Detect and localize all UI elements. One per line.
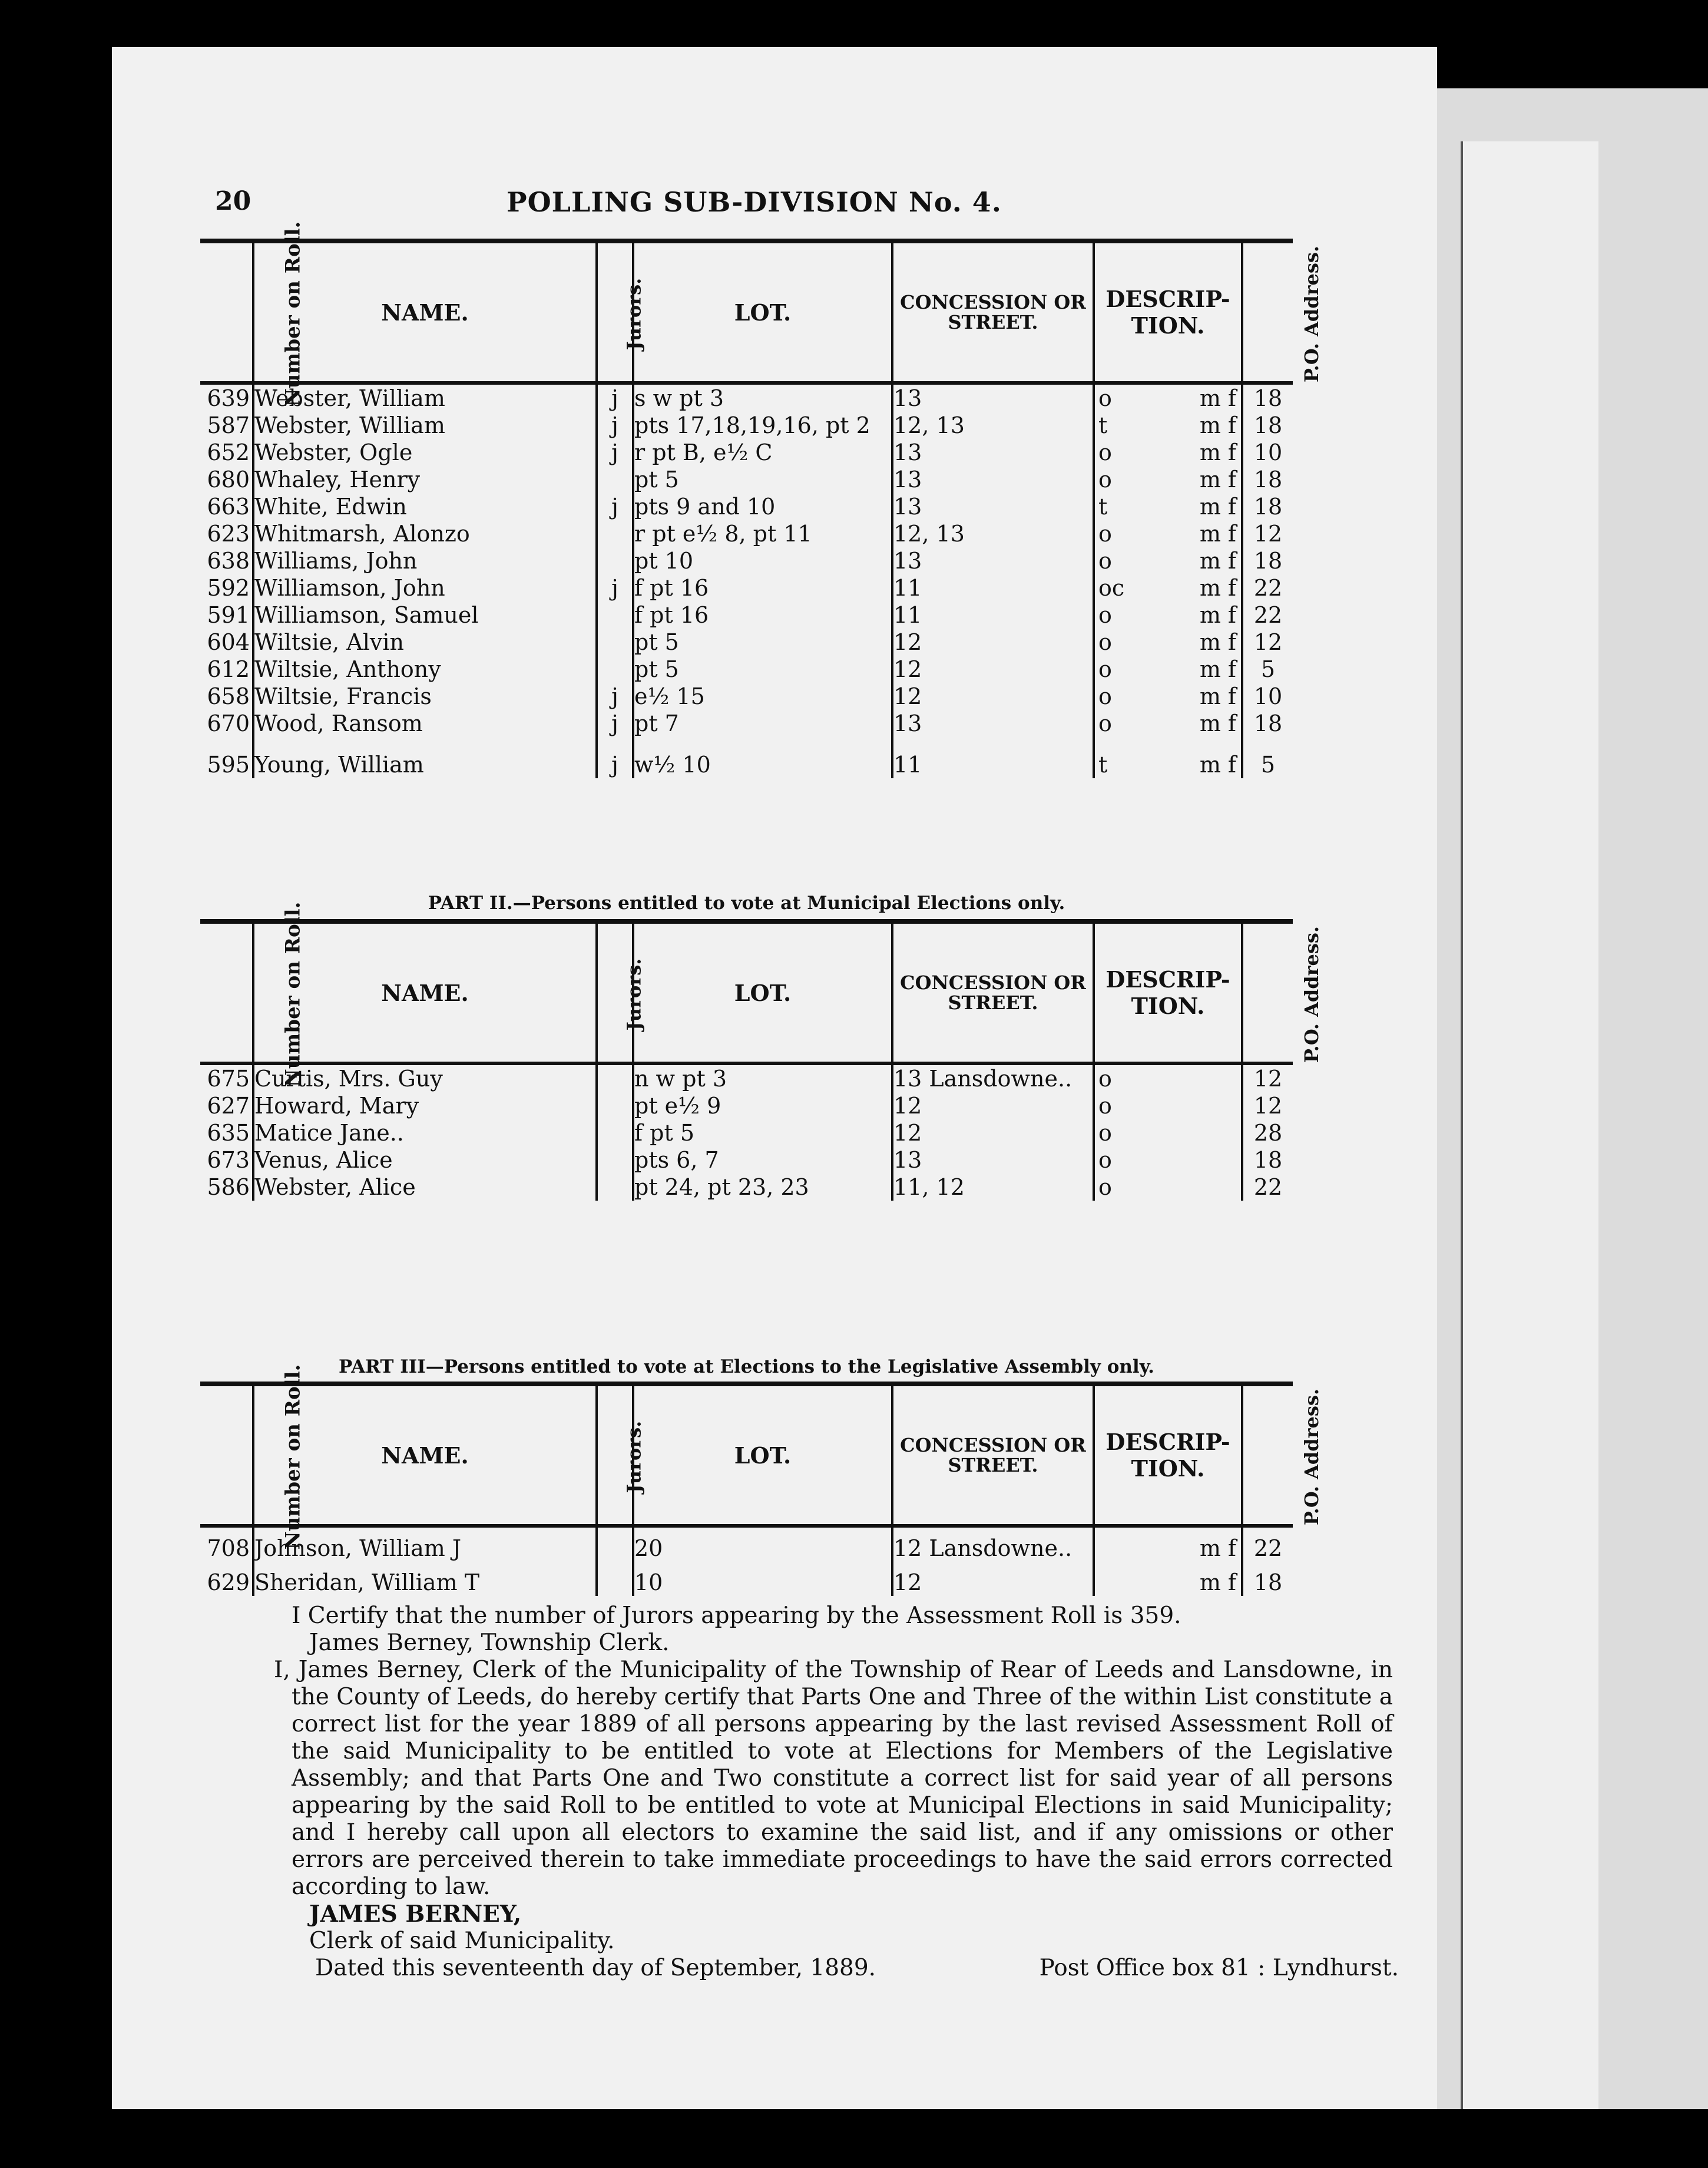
roll-number: 675 xyxy=(207,1066,250,1092)
po-address: 5 xyxy=(1242,737,1293,778)
voter-name: Wiltsie, Alvin xyxy=(253,629,597,656)
franchise-mark: m f xyxy=(1199,385,1236,411)
roll-number: 587 xyxy=(207,412,250,438)
concession: 11, 12 xyxy=(892,1174,1094,1201)
po-address: 18 xyxy=(1242,1562,1293,1596)
table-row xyxy=(200,1063,1293,1092)
table-row xyxy=(200,493,1293,520)
adjacent-page-edge xyxy=(1461,141,1598,2109)
description: o m f xyxy=(1094,466,1242,493)
juror-mark: j xyxy=(597,710,633,737)
roll-number: 627 xyxy=(207,1093,250,1119)
part1-table xyxy=(200,221,1323,778)
table-row xyxy=(200,656,1293,683)
voter-name: White, Edwin xyxy=(253,493,597,520)
voter-name: Webster, William xyxy=(253,383,597,412)
lot: pt 5 xyxy=(633,656,892,683)
concession: 12 xyxy=(892,656,1094,683)
part1-rows xyxy=(200,383,1293,778)
page-header xyxy=(112,181,1437,234)
franchise-mark: m f xyxy=(1199,494,1236,520)
table-row xyxy=(200,1174,1293,1201)
concession: 12 xyxy=(892,1092,1094,1119)
clerk-signature-name: JAMES BERNEY, xyxy=(309,1901,522,1928)
table-row xyxy=(200,629,1293,656)
po-address: 12 xyxy=(1242,520,1293,547)
voter-name: Young, William xyxy=(253,737,597,778)
post-office-line: Post Office box 81 : Lyndhurst. xyxy=(1039,1955,1399,1981)
roll-number: 629 xyxy=(207,1569,250,1595)
franchise-mark: m f xyxy=(1199,710,1236,736)
table-row xyxy=(200,1562,1293,1596)
roll-number: 604 xyxy=(207,629,250,655)
juror-mark: j xyxy=(597,493,633,520)
col-po-header: P.O. Address. xyxy=(1242,1384,1293,1526)
description xyxy=(1094,1526,1242,1562)
voter-name: Sheridan, William T xyxy=(253,1562,597,1596)
page-title: POLLING SUB-DIVISION No. 4. xyxy=(507,186,1002,218)
roll-number: 638 xyxy=(207,548,250,574)
voter-name: Howard, Mary xyxy=(253,1092,597,1119)
col-number-header: Number on Roll. xyxy=(281,901,305,1087)
concession: 13 xyxy=(892,1146,1094,1174)
po-address: 22 xyxy=(1242,574,1293,602)
po-address: 18 xyxy=(1242,547,1293,574)
description: o xyxy=(1094,1174,1242,1201)
col-concession-header: CONCESSION OR STREET. xyxy=(892,921,1094,1063)
concession: 12 xyxy=(892,1119,1094,1146)
voter-name: Wiltsie, Francis xyxy=(253,683,597,710)
description: oc m f xyxy=(1094,574,1242,602)
description: o m f xyxy=(1094,439,1242,466)
franchise-mark: m f xyxy=(1199,1569,1236,1595)
juror-mark xyxy=(597,1092,633,1119)
table-row xyxy=(200,547,1293,574)
concession: 11 xyxy=(892,737,1094,778)
po-address: 18 xyxy=(1242,466,1293,493)
franchise-mark: m f xyxy=(1199,629,1236,655)
concession: 13 xyxy=(892,710,1094,737)
dated-line: Dated this seventeenth day of September, 1889. xyxy=(315,1955,876,1981)
franchise-mark: m f xyxy=(1199,575,1236,601)
table-row xyxy=(200,1526,1293,1562)
juror-mark xyxy=(597,1526,633,1562)
franchise-mark: m f xyxy=(1199,602,1236,628)
table-row xyxy=(200,1146,1293,1174)
roll-number: 639 xyxy=(207,385,250,411)
concession: 13 xyxy=(892,493,1094,520)
lot: pts 6, 7 xyxy=(633,1146,892,1174)
concession: 12 Lansdowne.. xyxy=(892,1526,1094,1562)
franchise-mark: m f xyxy=(1199,467,1236,493)
col-concession-header: CONCESSION OR STREET. xyxy=(892,241,1094,383)
description: o m f xyxy=(1094,520,1242,547)
juror-mark xyxy=(597,602,633,629)
roll-number: 592 xyxy=(207,575,250,601)
table-row xyxy=(200,412,1293,439)
franchise-mark: m f xyxy=(1199,1535,1236,1561)
lot: pt 10 xyxy=(633,547,892,574)
lot: w½ 10 xyxy=(633,737,892,778)
description: o m f xyxy=(1094,656,1242,683)
concession: 11 xyxy=(892,602,1094,629)
po-address: 10 xyxy=(1242,439,1293,466)
table-row xyxy=(200,466,1293,493)
jurors-certificate: I Certify that the number of Jurors appearing by the Assessment Roll is 359. xyxy=(292,1602,1181,1629)
table-row xyxy=(200,383,1293,412)
col-name-header: NAME. xyxy=(253,241,597,383)
po-address: 28 xyxy=(1242,1119,1293,1146)
roll-number: 652 xyxy=(207,439,250,465)
juror-mark xyxy=(597,1562,633,1596)
roll-number: 586 xyxy=(207,1174,250,1200)
table-row xyxy=(200,520,1293,547)
table-row xyxy=(200,737,1293,778)
voter-name: Curtis, Mrs. Guy xyxy=(253,1063,597,1092)
juror-mark: j xyxy=(597,737,633,778)
description: t m f xyxy=(1094,737,1242,778)
col-description-header: DESCRIP-TION. xyxy=(1094,241,1242,383)
lot: 10 xyxy=(633,1562,892,1596)
description: o xyxy=(1094,1092,1242,1119)
table-row xyxy=(200,574,1293,602)
po-address: 12 xyxy=(1242,1063,1293,1092)
table-row xyxy=(200,1119,1293,1146)
concession: 13 xyxy=(892,547,1094,574)
lot: pt 24, pt 23, 23 xyxy=(633,1174,892,1201)
description: o m f xyxy=(1094,602,1242,629)
col-description-header: DESCRIP-TION. xyxy=(1094,1384,1242,1526)
juror-mark xyxy=(597,1146,633,1174)
po-address: 18 xyxy=(1242,1146,1293,1174)
voter-name: Whaley, Henry xyxy=(253,466,597,493)
po-address: 22 xyxy=(1242,1526,1293,1562)
lot: f pt 16 xyxy=(633,574,892,602)
po-address: 12 xyxy=(1242,1092,1293,1119)
roll-number: 595 xyxy=(207,752,250,778)
voter-name: Williams, John xyxy=(253,547,597,574)
po-address: 22 xyxy=(1242,1174,1293,1201)
concession: 13 xyxy=(892,466,1094,493)
description: t m f xyxy=(1094,493,1242,520)
juror-mark: j xyxy=(597,383,633,412)
franchise-mark: m f xyxy=(1199,656,1236,682)
juror-mark: j xyxy=(597,439,633,466)
juror-mark xyxy=(597,629,633,656)
lot: pt e½ 9 xyxy=(633,1092,892,1119)
roll-number: 623 xyxy=(207,521,250,547)
description: o m f xyxy=(1094,547,1242,574)
lot: pt 7 xyxy=(633,710,892,737)
part2-label: PART II.—Persons entitled to vote at Municipal Elections only. xyxy=(428,893,1065,914)
col-po-header: P.O. Address. xyxy=(1242,921,1293,1063)
lot: r pt B, e½ C xyxy=(633,439,892,466)
juror-mark xyxy=(597,1063,633,1092)
po-address: 18 xyxy=(1242,412,1293,439)
po-address: 22 xyxy=(1242,602,1293,629)
table-row xyxy=(200,710,1293,737)
document-page xyxy=(112,47,1437,2109)
juror-mark xyxy=(597,520,633,547)
concession: 12, 13 xyxy=(892,520,1094,547)
voter-name: Venus, Alice xyxy=(253,1146,597,1174)
po-address: 5 xyxy=(1242,656,1293,683)
concession: 13 xyxy=(892,383,1094,412)
lot: pt 5 xyxy=(633,466,892,493)
description xyxy=(1094,1562,1242,1596)
lot: n w pt 3 xyxy=(633,1063,892,1092)
part3-rows xyxy=(200,1526,1293,1596)
col-name-header: NAME. xyxy=(253,1384,597,1526)
po-address: 18 xyxy=(1242,493,1293,520)
juror-mark: j xyxy=(597,412,633,439)
table-row xyxy=(200,439,1293,466)
concession: 13 Lansdowne.. xyxy=(892,1063,1094,1092)
col-number-header: Number on Roll. xyxy=(281,1364,305,1549)
lot: pts 9 and 10 xyxy=(633,493,892,520)
roll-number: 591 xyxy=(207,602,250,628)
certificate xyxy=(274,1602,1399,1982)
voter-name: Wiltsie, Anthony xyxy=(253,656,597,683)
col-lot-header: LOT. xyxy=(633,921,892,1063)
township-clerk-signature: James Berney, Township Clerk. xyxy=(309,1630,670,1656)
clerk-signature-title: Clerk of said Municipality. xyxy=(309,1928,615,1954)
table-row xyxy=(200,1092,1293,1119)
roll-number: 680 xyxy=(207,467,250,493)
table-header xyxy=(200,241,1293,383)
col-lot-header: LOT. xyxy=(633,1384,892,1526)
table-header xyxy=(200,1384,1293,1526)
col-name-header: NAME. xyxy=(253,921,597,1063)
table-row xyxy=(200,683,1293,710)
franchise-mark: m f xyxy=(1199,439,1236,465)
juror-mark xyxy=(597,1119,633,1146)
lot: f pt 16 xyxy=(633,602,892,629)
roll-number: 612 xyxy=(207,656,250,682)
franchise-mark: m f xyxy=(1199,412,1236,438)
lot: r pt e½ 8, pt 11 xyxy=(633,520,892,547)
franchise-mark: m f xyxy=(1199,521,1236,547)
voter-name: Webster, Ogle xyxy=(253,439,597,466)
po-address: 10 xyxy=(1242,683,1293,710)
lot: pt 5 xyxy=(633,629,892,656)
juror-mark xyxy=(597,656,633,683)
juror-mark xyxy=(597,547,633,574)
po-address: 18 xyxy=(1242,383,1293,412)
col-lot-header: LOT. xyxy=(633,241,892,383)
voter-name: Matice Jane.. xyxy=(253,1119,597,1146)
franchise-mark: m f xyxy=(1199,548,1236,574)
description: o xyxy=(1094,1063,1242,1092)
description: t m f xyxy=(1094,412,1242,439)
concession: 11 xyxy=(892,574,1094,602)
voter-name: Wood, Ransom xyxy=(253,710,597,737)
concession: 12 xyxy=(892,629,1094,656)
voter-name: Williamson, Samuel xyxy=(253,602,597,629)
table-row xyxy=(200,602,1293,629)
franchise-mark: m f xyxy=(1199,683,1236,709)
roll-number: 708 xyxy=(207,1535,250,1561)
page-number: 20 xyxy=(215,186,251,216)
col-jurors-header: Jurors. xyxy=(597,241,633,383)
table-header xyxy=(200,921,1293,1063)
concession: 13 xyxy=(892,439,1094,466)
description: o m f xyxy=(1094,629,1242,656)
lot: e½ 15 xyxy=(633,683,892,710)
concession: 12 xyxy=(892,683,1094,710)
roll-number: 673 xyxy=(207,1147,250,1173)
lot: f pt 5 xyxy=(633,1119,892,1146)
concession: 12, 13 xyxy=(892,412,1094,439)
po-address: 18 xyxy=(1242,710,1293,737)
po-address: 12 xyxy=(1242,629,1293,656)
voter-name: Webster, William xyxy=(253,412,597,439)
lot: pts 17,18,19,16, pt 2 xyxy=(633,412,892,439)
voter-name: Johnson, William J xyxy=(253,1526,597,1562)
franchise-mark: m f xyxy=(1199,752,1236,778)
voter-name: Whitmarsh, Alonzo xyxy=(253,520,597,547)
col-description-header: DESCRIP-TION. xyxy=(1094,921,1242,1063)
description: o m f xyxy=(1094,683,1242,710)
description: o xyxy=(1094,1119,1242,1146)
voter-name: Webster, Alice xyxy=(253,1174,597,1201)
concession: 12 xyxy=(892,1562,1094,1596)
description: o xyxy=(1094,1146,1242,1174)
roll-number: 635 xyxy=(207,1120,250,1146)
part2-rows xyxy=(200,1063,1293,1201)
col-number-header: Number on Roll. xyxy=(281,221,305,406)
description: o m f xyxy=(1094,710,1242,737)
description: o m f xyxy=(1094,383,1242,412)
col-concession-header: CONCESSION OR STREET. xyxy=(892,1384,1094,1526)
roll-number: 663 xyxy=(207,494,250,520)
juror-mark xyxy=(597,466,633,493)
juror-mark xyxy=(597,1174,633,1201)
lot: s w pt 3 xyxy=(633,383,892,412)
certificate-body: I, James Berney, Clerk of the Municipality of the Township of Rear of Leeds and Lansdowne, in the County of Leeds, do hereby certify that Parts One and Three of the within List constitute a correct list for the year 1889 of all persons appearing by the last revised Assessment Roll of the said Municipality to be entitled to vote at Elections for Members of the Legislative Assembly; and that Parts One and Two constitute a correct list for said year of all persons appearing by the said Roll to be entitled to vote at Municipal Elections in said Municipality; and I hereby call upon all electors to examine the said list, and if any omissions or other errors are perceived therein to take immediate proceedings to have the said errors corrected according to law. xyxy=(274,1657,1393,1900)
col-jurors-header: Jurors. xyxy=(597,921,633,1063)
lot: 20 xyxy=(633,1526,892,1562)
juror-mark: j xyxy=(597,683,633,710)
col-po-header: P.O. Address. xyxy=(1242,241,1293,383)
adjacent-page xyxy=(1425,88,1708,2109)
roll-number: 658 xyxy=(207,683,250,709)
roll-number: 670 xyxy=(207,710,250,736)
col-jurors-header: Jurors. xyxy=(597,1384,633,1526)
voter-name: Williamson, John xyxy=(253,574,597,602)
part3-label: PART III—Persons entitled to vote at Elections to the Legislative Assembly only. xyxy=(339,1356,1154,1377)
juror-mark: j xyxy=(597,574,633,602)
